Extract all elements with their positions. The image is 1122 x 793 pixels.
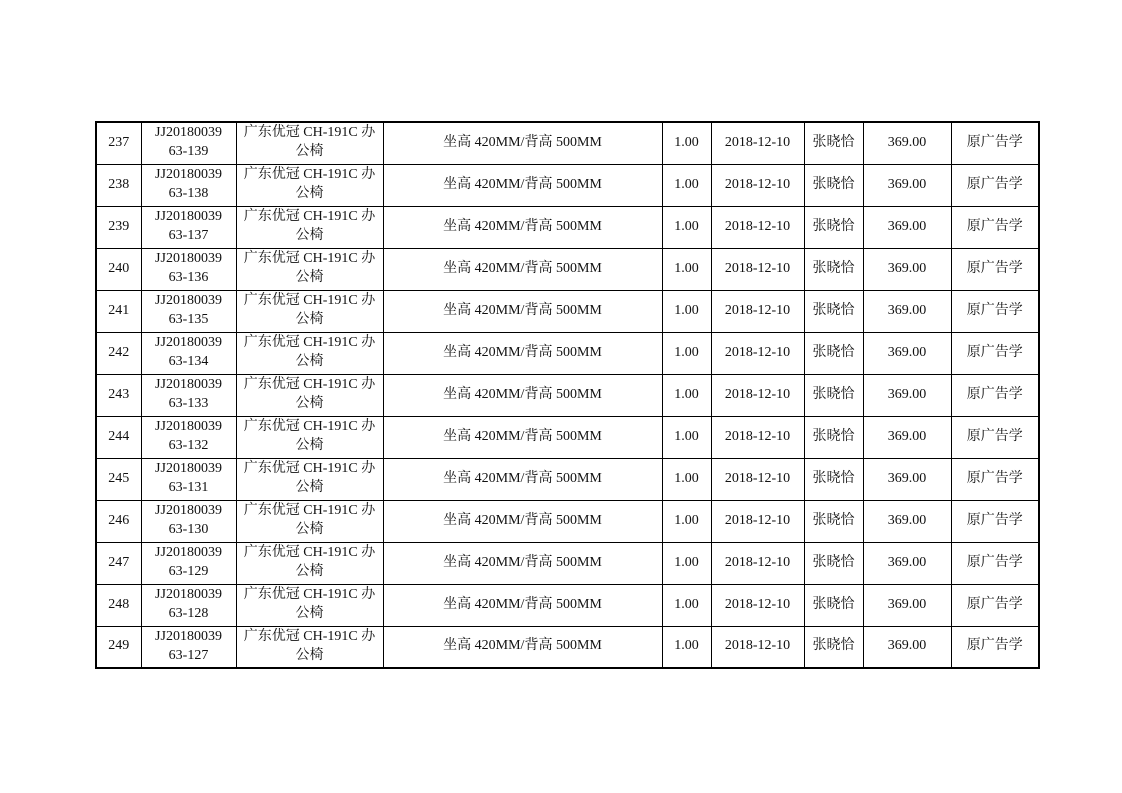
table-row [96, 416, 1039, 458]
cell-item-name: 广东优冠 CH-191C 办公椅 [236, 584, 383, 626]
cell-seq: 243 [96, 374, 141, 416]
cell-spec: 坐高 420MM/背高 500MM [383, 374, 662, 416]
cell-spec: 坐高 420MM/背高 500MM [383, 290, 662, 332]
cell-spec: 坐高 420MM/背高 500MM [383, 248, 662, 290]
cell-price: 369.00 [863, 164, 951, 206]
cell-person: 张晓恰 [804, 584, 863, 626]
cell-quantity: 1.00 [662, 332, 711, 374]
cell-price: 369.00 [863, 122, 951, 164]
item-code-line2: 63-135 [168, 312, 209, 327]
item-code-line2: 63-138 [168, 186, 209, 201]
cell-person: 张晓恰 [804, 248, 863, 290]
table-row [96, 122, 1039, 164]
cell-price: 369.00 [863, 542, 951, 584]
table-row [96, 542, 1039, 584]
item-code-line2: 63-133 [168, 396, 209, 411]
cell-item-name: 广东优冠 CH-191C 办公椅 [236, 248, 383, 290]
item-code-line1: JJ20180039 [155, 461, 222, 477]
cell-quantity: 1.00 [662, 374, 711, 416]
cell-department: 原广告学 [951, 248, 1039, 290]
cell-seq: 242 [96, 332, 141, 374]
cell-date: 2018-12-10 [711, 164, 804, 206]
cell-person: 张晓恰 [804, 626, 863, 668]
cell-quantity: 1.00 [662, 206, 711, 248]
cell-quantity: 1.00 [662, 500, 711, 542]
table-row [96, 248, 1039, 290]
cell-price: 369.00 [863, 458, 951, 500]
cell-item-code [141, 290, 236, 332]
cell-item-code [141, 248, 236, 290]
cell-department: 原广告学 [951, 626, 1039, 668]
item-code-line1: JJ20180039 [155, 167, 222, 183]
cell-date: 2018-12-10 [711, 458, 804, 500]
item-code-line2: 63-136 [168, 270, 209, 285]
cell-person: 张晓恰 [804, 332, 863, 374]
cell-date: 2018-12-10 [711, 290, 804, 332]
cell-seq: 240 [96, 248, 141, 290]
cell-department: 原广告学 [951, 206, 1039, 248]
cell-item-name: 广东优冠 CH-191C 办公椅 [236, 542, 383, 584]
item-code-line1: JJ20180039 [155, 209, 222, 225]
cell-department: 原广告学 [951, 416, 1039, 458]
cell-person: 张晓恰 [804, 458, 863, 500]
cell-item-name: 广东优冠 CH-191C 办公椅 [236, 626, 383, 668]
cell-date: 2018-12-10 [711, 206, 804, 248]
table-row [96, 584, 1039, 626]
cell-seq: 249 [96, 626, 141, 668]
cell-item-name: 广东优冠 CH-191C 办公椅 [236, 164, 383, 206]
cell-quantity: 1.00 [662, 248, 711, 290]
cell-date: 2018-12-10 [711, 248, 804, 290]
cell-date: 2018-12-10 [711, 626, 804, 668]
cell-item-name: 广东优冠 CH-191C 办公椅 [236, 416, 383, 458]
cell-item-code [141, 206, 236, 248]
cell-quantity: 1.00 [662, 584, 711, 626]
cell-quantity: 1.00 [662, 542, 711, 584]
item-code-line1: JJ20180039 [155, 335, 222, 351]
cell-price: 369.00 [863, 584, 951, 626]
item-code-line2: 63-128 [168, 606, 209, 621]
item-code-line2: 63-130 [168, 522, 209, 537]
cell-person: 张晓恰 [804, 374, 863, 416]
cell-quantity: 1.00 [662, 458, 711, 500]
item-code-line1: JJ20180039 [155, 377, 222, 393]
cell-quantity: 1.00 [662, 416, 711, 458]
inventory-table [95, 121, 1040, 669]
cell-department: 原广告学 [951, 500, 1039, 542]
cell-date: 2018-12-10 [711, 542, 804, 584]
cell-price: 369.00 [863, 206, 951, 248]
cell-seq: 245 [96, 458, 141, 500]
cell-date: 2018-12-10 [711, 374, 804, 416]
cell-department: 原广告学 [951, 332, 1039, 374]
cell-seq: 237 [96, 122, 141, 164]
cell-spec: 坐高 420MM/背高 500MM [383, 626, 662, 668]
cell-person: 张晓恰 [804, 500, 863, 542]
cell-item-code [141, 122, 236, 164]
cell-item-name: 广东优冠 CH-191C 办公椅 [236, 458, 383, 500]
table-row [96, 626, 1039, 668]
table-body [96, 122, 1039, 668]
table-row [96, 332, 1039, 374]
cell-seq: 244 [96, 416, 141, 458]
item-code-line1: JJ20180039 [155, 419, 222, 435]
item-code-line1: JJ20180039 [155, 125, 222, 141]
table-row [96, 458, 1039, 500]
cell-item-name: 广东优冠 CH-191C 办公椅 [236, 122, 383, 164]
table-row [96, 500, 1039, 542]
cell-price: 369.00 [863, 626, 951, 668]
cell-item-code [141, 626, 236, 668]
cell-price: 369.00 [863, 332, 951, 374]
item-code-line2: 63-127 [168, 647, 209, 663]
cell-item-name: 广东优冠 CH-191C 办公椅 [236, 290, 383, 332]
cell-price: 369.00 [863, 416, 951, 458]
cell-item-code [141, 332, 236, 374]
table-row [96, 374, 1039, 416]
cell-item-name: 广东优冠 CH-191C 办公椅 [236, 374, 383, 416]
cell-item-code [141, 164, 236, 206]
item-code-line1: JJ20180039 [155, 545, 222, 561]
cell-seq: 238 [96, 164, 141, 206]
cell-seq: 248 [96, 584, 141, 626]
item-code-line2: 63-134 [168, 354, 209, 369]
cell-item-name: 广东优冠 CH-191C 办公椅 [236, 500, 383, 542]
item-code-line1: JJ20180039 [155, 628, 222, 644]
cell-date: 2018-12-10 [711, 584, 804, 626]
cell-quantity: 1.00 [662, 164, 711, 206]
cell-quantity: 1.00 [662, 290, 711, 332]
cell-item-name: 广东优冠 CH-191C 办公椅 [236, 206, 383, 248]
cell-item-code [141, 584, 236, 626]
table-row [96, 164, 1039, 206]
cell-price: 369.00 [863, 290, 951, 332]
cell-department: 原广告学 [951, 122, 1039, 164]
cell-item-code [141, 416, 236, 458]
table-row [96, 290, 1039, 332]
cell-price: 369.00 [863, 374, 951, 416]
cell-item-code [141, 542, 236, 584]
cell-quantity: 1.00 [662, 626, 711, 668]
cell-department: 原广告学 [951, 542, 1039, 584]
cell-item-code [141, 500, 236, 542]
item-code-line1: JJ20180039 [155, 503, 222, 519]
cell-spec: 坐高 420MM/背高 500MM [383, 332, 662, 374]
cell-person: 张晓恰 [804, 416, 863, 458]
item-code-line2: 63-129 [168, 564, 209, 579]
cell-spec: 坐高 420MM/背高 500MM [383, 500, 662, 542]
cell-person: 张晓恰 [804, 290, 863, 332]
item-code-line1: JJ20180039 [155, 587, 222, 603]
cell-spec: 坐高 420MM/背高 500MM [383, 164, 662, 206]
cell-item-code [141, 374, 236, 416]
cell-person: 张晓恰 [804, 542, 863, 584]
cell-person: 张晓恰 [804, 206, 863, 248]
cell-item-code [141, 458, 236, 500]
cell-spec: 坐高 420MM/背高 500MM [383, 206, 662, 248]
cell-department: 原广告学 [951, 584, 1039, 626]
table-row [96, 206, 1039, 248]
cell-spec: 坐高 420MM/背高 500MM [383, 416, 662, 458]
cell-seq: 239 [96, 206, 141, 248]
cell-date: 2018-12-10 [711, 122, 804, 164]
cell-price: 369.00 [863, 248, 951, 290]
cell-price: 369.00 [863, 500, 951, 542]
item-code-line2: 63-131 [168, 480, 209, 495]
item-code-line2: 63-132 [168, 438, 209, 453]
cell-date: 2018-12-10 [711, 500, 804, 542]
cell-quantity: 1.00 [662, 122, 711, 164]
cell-department: 原广告学 [951, 290, 1039, 332]
cell-spec: 坐高 420MM/背高 500MM [383, 542, 662, 584]
cell-person: 张晓恰 [804, 122, 863, 164]
item-code-line2: 63-137 [168, 228, 209, 243]
cell-seq: 247 [96, 542, 141, 584]
cell-spec: 坐高 420MM/背高 500MM [383, 122, 662, 164]
cell-seq: 246 [96, 500, 141, 542]
item-code-line1: JJ20180039 [155, 293, 222, 309]
cell-department: 原广告学 [951, 458, 1039, 500]
cell-spec: 坐高 420MM/背高 500MM [383, 584, 662, 626]
item-code-line1: JJ20180039 [155, 251, 222, 267]
cell-person: 张晓恰 [804, 164, 863, 206]
cell-date: 2018-12-10 [711, 332, 804, 374]
cell-department: 原广告学 [951, 164, 1039, 206]
cell-department: 原广告学 [951, 374, 1039, 416]
cell-item-name: 广东优冠 CH-191C 办公椅 [236, 332, 383, 374]
item-code-line2: 63-139 [168, 144, 209, 160]
cell-spec: 坐高 420MM/背高 500MM [383, 458, 662, 500]
cell-seq: 241 [96, 290, 141, 332]
cell-date: 2018-12-10 [711, 416, 804, 458]
